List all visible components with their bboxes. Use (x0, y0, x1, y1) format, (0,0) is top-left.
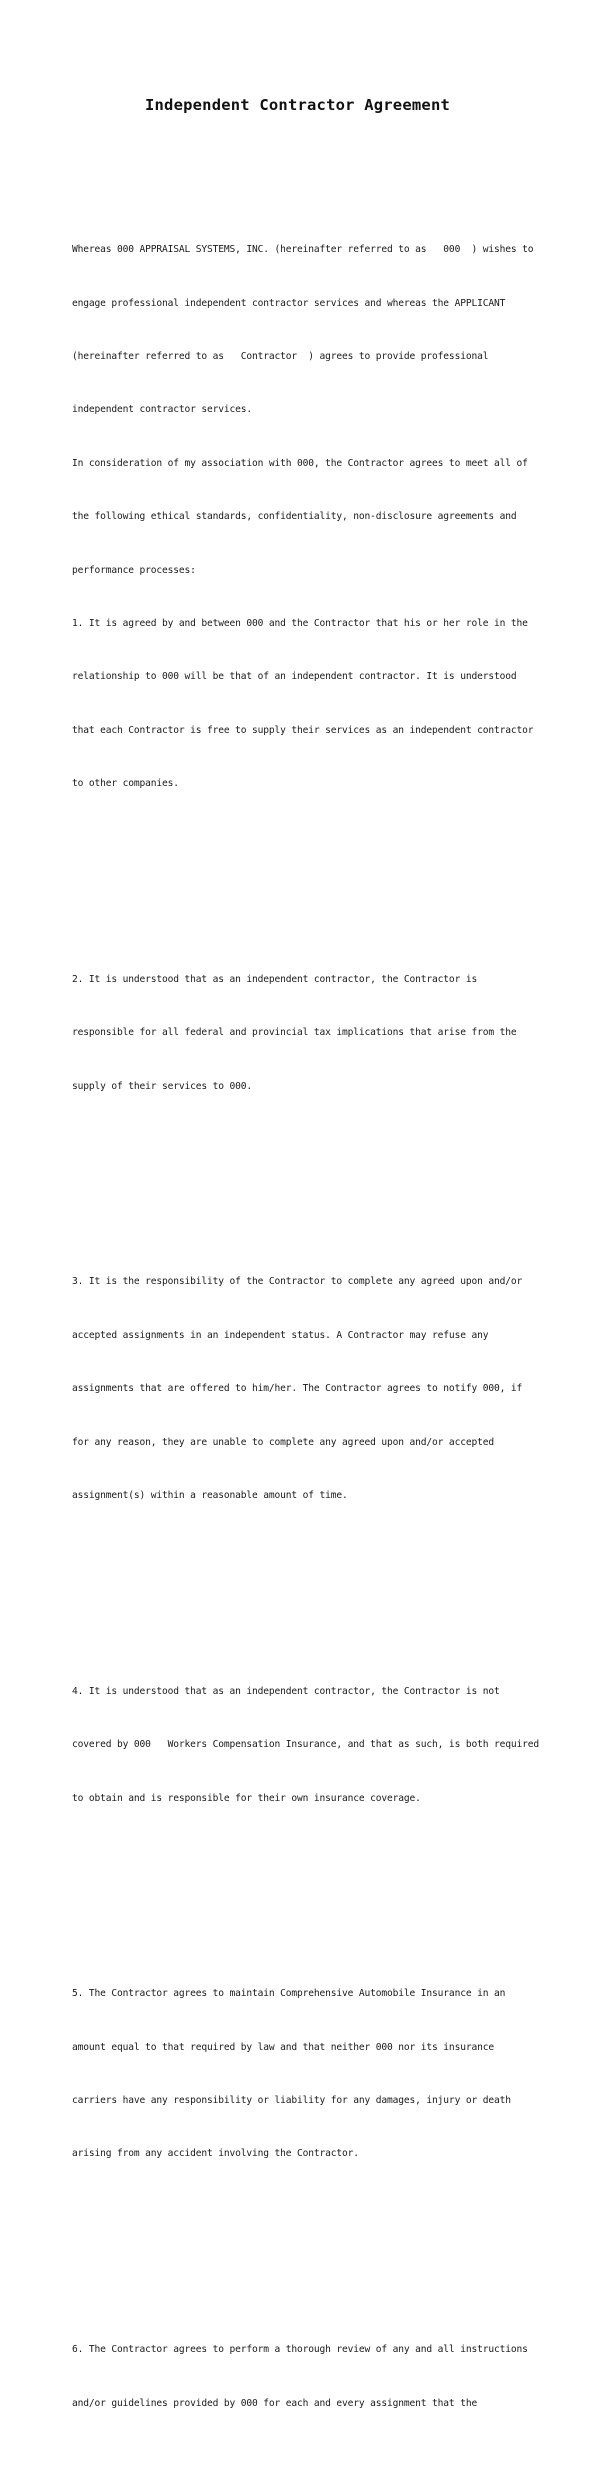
text-line: Whereas 000 APPRAISAL SYSTEMS, INC. (hereinafter referred to as 000 ) wishes to (72, 244, 534, 256)
paragraph-gap (72, 1167, 532, 1185)
text-line: 2. It is understood that as an independent contractor, the Contractor is (72, 973, 478, 985)
text-line: carriers have any responsibility or liability for any damages, injury or death (72, 2095, 511, 2107)
text-line: assignment(s) within a reasonable amount of time. (72, 1489, 348, 1501)
text-line: engage professional independent contractor services and whereas the APPLICANT (72, 297, 506, 309)
paragraph-3 (72, 1238, 532, 1541)
text-line: responsible for all federal and provincial tax implications that arise from the (72, 1027, 517, 1039)
text-line: for any reason, they are unable to complete any agreed upon and/or accepted (72, 1436, 494, 1448)
text-line: 5. The Contractor agrees to maintain Comprehensive Automobile Insurance in an (72, 1988, 506, 2000)
text-line: covered by 000 Workers Compensation Insurance, and that as such, is both required (72, 1739, 539, 1751)
text-line: 3. It is the responsibility of the Contractor to complete any agreed upon and/or (72, 1276, 523, 1288)
text-line: amount equal to that required by law and that neither 000 nor its insurance (72, 2041, 494, 2053)
agreement-body (72, 170, 539, 2484)
paragraph-5 (72, 1950, 532, 2199)
text-line: to other companies. (72, 778, 179, 790)
text-line: the following ethical standards, confidentiality, non-disclosure agreements and (72, 511, 517, 523)
paragraph-gap (72, 1576, 532, 1594)
paragraph-6 (72, 2306, 532, 2448)
paragraph-intro (72, 206, 532, 829)
text-line: to obtain and is responsible for their own insurance coverage. (72, 1792, 421, 1804)
text-line: In consideration of my association with 000, the Contractor agrees to meet all of (72, 457, 528, 469)
text-line: performance processes: (72, 564, 196, 576)
text-line: 1. It is agreed by and between 000 and the Contractor that his or her role in the (72, 617, 528, 629)
paragraph-gap (72, 2234, 532, 2252)
text-line: 6. The Contractor agrees to perform a thorough review of any and all instructions (72, 2344, 528, 2356)
paragraph-2 (72, 935, 532, 1131)
text-line: relationship to 000 will be that of an independent contractor. It is understood (72, 671, 517, 683)
text-line: independent contractor services. (72, 404, 253, 416)
paragraph-gap (72, 1879, 532, 1897)
text-line: accepted assignments in an independent status. A Contractor may refuse any (72, 1329, 489, 1341)
text-line: (hereinafter referred to as Contractor ) agrees to provide professional (72, 350, 489, 362)
paragraph-4 (72, 1647, 539, 1843)
text-line: assignments that are offered to him/her. The Contractor agrees to notify 000, if (72, 1383, 523, 1395)
text-line: arising from any accident involving the Contractor. (72, 2148, 359, 2160)
paragraph-gap (72, 864, 532, 882)
text-line: 4. It is understood that as an independent contractor, the Contractor is not (72, 1685, 500, 1697)
text-line: that each Contractor is free to supply their services as an independent contractor (72, 724, 534, 736)
document-title: Independent Contractor Agreement (144, 96, 451, 114)
text-line: supply of their services to 000. (72, 1080, 253, 1092)
text-line: and/or guidelines provided by 000 for each and every assignment that the (72, 2397, 478, 2409)
